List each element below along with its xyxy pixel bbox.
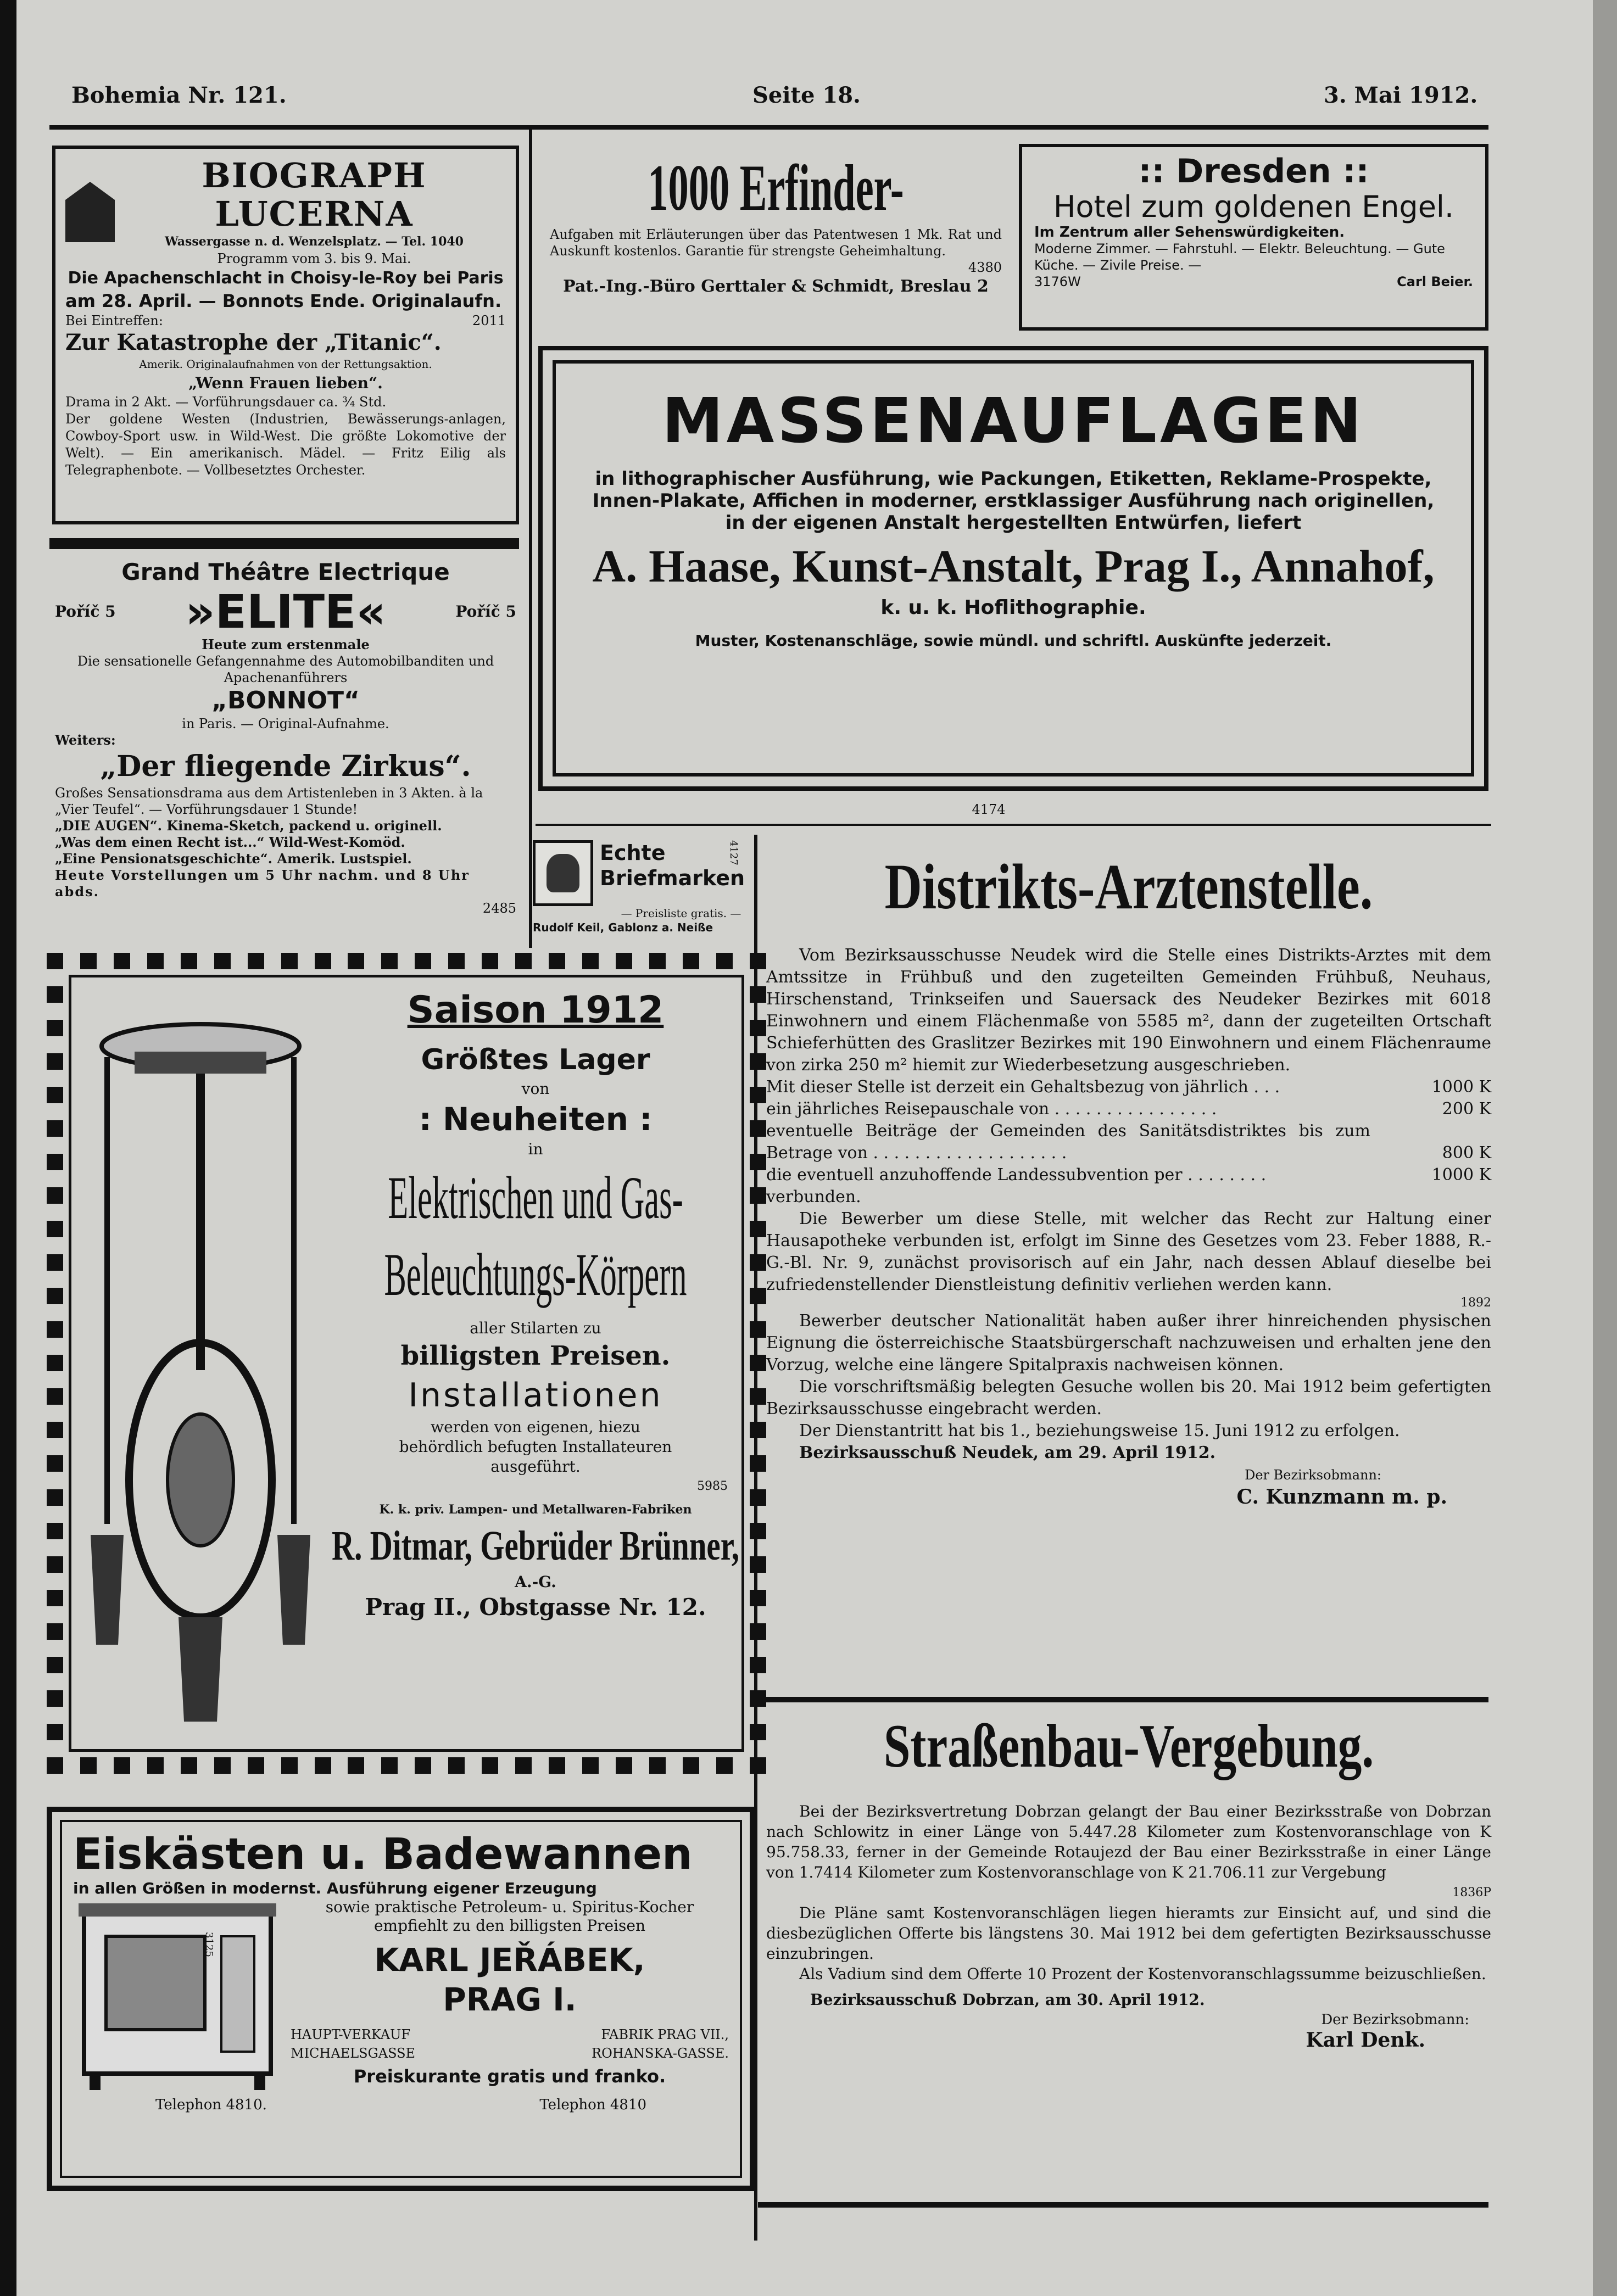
border-dot (750, 1489, 766, 1506)
eis-tel-right: Telephon 4810 (539, 2097, 646, 2113)
strasse-p1: Bei der Bezirksvertretung Dobrzan gelangt der Bau einer Bezirksstraße von Dobrzan nach Schlowitz in einer Länge von 5.447.28 Kilometer zum Kostenvoranschlage von K 95.758.33, ferner in der Gemeinde Rotaujezd der Bau einer Bezirksstraße in einer Länge von 1.7414 Kilometer zum Kostenvoranschlage von K 21.706.11 zur Vergebung (766, 1802, 1491, 1881)
lucerna-address: Wassergasse n. d. Wenzelsplatz. — Tel. 1040 (164, 234, 464, 249)
elite-line8: „Eine Pensionatsgeschichte“. Amerik. Lustspiel. (55, 851, 412, 867)
strasse-sig3: Karl Denk. (1306, 2029, 1425, 2052)
eis-name: KARL JEŘÁBEK, (374, 1941, 645, 1979)
border-dot (47, 1690, 63, 1707)
border-dot (750, 1254, 766, 1271)
border-dot (750, 1757, 766, 1774)
border-dot (181, 953, 197, 969)
strasse-title: Straßenbau-Vergebung. (883, 1712, 1374, 1780)
briefmarken-address: Rudolf Keil, Gablonz a. Neiße (533, 921, 713, 934)
massen-sub: k. u. k. Hoflithographie. (880, 596, 1146, 619)
arzt-p3: Bewerber deutscher Nationalität haben außer ihrer hinreichenden physischen Eignung die österreichische Staatsbürgerschaft nachzuweisen und erhalten jene den Vorzug, welche eine längere Spitalpraxis nachweisen können. (766, 1311, 1491, 1375)
elite-title1: Grand Théâtre Electrique (121, 558, 450, 585)
border-dot (281, 1757, 298, 1774)
arzt-p4: Die vorschriftsmäßig belegten Gesuche wollen bis 20. Mai 1912 beim gefertigten Bezirksausschusse eingebracht werden. (766, 1377, 1491, 1418)
border-dot (47, 1556, 63, 1573)
border-dot (348, 1757, 364, 1774)
border-dot (47, 1523, 63, 1539)
border-dot (47, 1254, 63, 1271)
border-dot (716, 1757, 733, 1774)
ad-massenauflagen (538, 346, 1488, 791)
dresden-line2: Moderne Zimmer. — Fahrstuhl. — Elektr. Beleuchtung. — Gute Küche. — Zivile Preise. — (1034, 241, 1445, 273)
elite-code: 2485 (482, 901, 516, 916)
arzt-title: Distrikts-Arztenstelle. (884, 851, 1373, 923)
border-dot (181, 1757, 197, 1774)
border-dot (750, 1455, 766, 1472)
ad-briefmarken (533, 840, 763, 945)
border-dot (649, 1757, 666, 1774)
lucerna-line4: Zur Katastrophe der „Titanic“. (65, 329, 442, 355)
border-dot (549, 953, 565, 969)
arzt-p1: Vom Bezirksausschusse Neudek wird die Stelle eines Distrikts-Arztes mit dem Amtssitze in Frühbuß und den zugeteilten Gemeinden Frühbuß, Neuhaus, Hirschenstand, Trinkseifen und Sauersack des Neudeker Bezirkes mit 6018 Einwohnern und einem Flächenmaße von 5585 m², dann der zugeteilten Ortschaft Schieferhütten des Graslitzer Bezirkes mit 190 Einwohnern und einem Flächenraume von zirka 250 m² hiemit zur Wiederbesetzung ausgeschrieben. (766, 946, 1491, 1075)
border-dot (683, 1757, 699, 1774)
eis-preis: Preiskurante gratis und franko. (353, 2066, 666, 2087)
page-edge-left (0, 0, 16, 2296)
border-dot (750, 1288, 766, 1304)
border-dot (114, 953, 130, 969)
border-dot (47, 1288, 63, 1304)
border-dot (47, 953, 63, 969)
border-dot (114, 1757, 130, 1774)
saison-lager: Größtes Lager (421, 1043, 650, 1076)
border-dot (750, 1087, 766, 1103)
arzt-code: 1892 (1460, 1296, 1491, 1310)
ad-eiskaesten (47, 1807, 755, 2191)
eis-code: 3125 (203, 1932, 215, 1957)
border-dot (515, 1757, 532, 1774)
border-dot (47, 1221, 63, 1237)
saison-big1: Elektrischen und Gas- (388, 1164, 683, 1231)
saison-in: in (528, 1140, 543, 1158)
arzt-r2: ein jährliches Reisepauschale von . . . . . . . . . . . . . . . . (766, 1099, 1217, 1119)
border-dot (47, 1087, 63, 1103)
strasse-code: 1836P (1452, 1886, 1491, 1900)
section-rule (758, 1697, 1488, 1702)
border-dot (47, 1422, 63, 1438)
border-dot (315, 1757, 331, 1774)
dot-border-left (47, 953, 63, 1774)
saison-preise: billigsten Preisen. (400, 1340, 671, 1371)
border-dot (80, 953, 97, 969)
dresden-title: :: Dresden :: (1138, 152, 1369, 191)
briefmarken-code: 4127 (728, 840, 739, 865)
border-dot (47, 1120, 63, 1137)
dresden-owner: Carl Beier. (1397, 274, 1473, 289)
arzt-sig2: Der Bezirksobmann: (1245, 1467, 1381, 1483)
saison-text (331, 986, 740, 1623)
saison-fabr: K. k. priv. Lampen- und Metallwaren-Fabriken (379, 1502, 692, 1517)
border-dot (147, 953, 164, 969)
arzt-v3: 800 K (1442, 1143, 1491, 1163)
border-dot (750, 1321, 766, 1338)
saison-firm: R. Ditmar, Gebrüder Brünner, (331, 1523, 740, 1569)
border-dot (381, 1757, 398, 1774)
strasse-p2: Die Pläne samt Kostenvoranschlägen liegen hieramts zur Einsicht auf, und sind die diesbezüglichen Offerte bis längstens 30. Mai 1912 bei dem gefertigten Bezirksausschusse einzubringen. (766, 1904, 1491, 1963)
saison-neuheiten: : Neuheiten : (419, 1100, 653, 1138)
border-dot (47, 1053, 63, 1070)
border-dot (47, 1020, 63, 1036)
page-header (66, 82, 1483, 121)
lucerna-line5: Amerik. Originalaufnahmen von der Rettungsaktion. (139, 357, 432, 371)
elite-line9: Heute Vorstellungen um 5 Uhr nachm. und 8 Uhr abds. (55, 867, 470, 900)
eis-left2: MICHAELSGASSE (291, 2046, 416, 2061)
border-dot (47, 1757, 63, 1774)
border-dot (47, 1355, 63, 1371)
border-dot (582, 1757, 599, 1774)
notice-strassenbau (766, 1708, 1491, 2202)
stamp-icon (533, 840, 593, 906)
saison-inst-body: werden von eigenen, hiezu behördlich befugten Installateuren ausgeführt. (399, 1418, 672, 1476)
border-dot (750, 986, 766, 1003)
chandelier-icon (80, 986, 321, 1744)
border-dot (381, 953, 398, 969)
lucerna-logo-icon (65, 182, 115, 242)
border-dot (47, 986, 63, 1003)
border-dot (47, 1623, 63, 1640)
border-dot (80, 1757, 97, 1774)
border-dot (482, 953, 498, 969)
dresden-code: 3176W (1034, 274, 1081, 289)
massen-title: MASSENAUFLAGEN (662, 386, 1365, 457)
elite-line5: Großes Sensationsdrama aus dem Artistenleben in 3 Akten. à la „Vier Teufel“. — Vorführungsdauer 1 Stunde! (55, 785, 483, 817)
saison-stil: aller Stilarten zu (470, 1319, 601, 1337)
ad-elite (49, 557, 522, 942)
eis-tel-left: Telephon 4810. (155, 2097, 267, 2113)
dot-border-bottom (47, 1757, 766, 1774)
massen-body: in lithographischer Ausführung, wie Packungen, Etiketten, Reklame-Prospekte, Innen-Plakate, Affichen in moderner, erstklassiger Ausführung nach originellen, in der eigenen Anstalt hergestellten Entwürfen, liefert (592, 468, 1435, 534)
header-issue: Bohemia Nr. 121. (71, 82, 287, 108)
border-dot (750, 1657, 766, 1673)
icebox-icon (73, 1898, 282, 2096)
border-dot (47, 1489, 63, 1506)
border-dot (750, 953, 766, 969)
massen-firm: A. Haase, Kunst-Anstalt, Prag I., Annahof, (592, 541, 1435, 592)
lucerna-line8: Der goldene Westen (Industrien, Bewässerungs-anlagen, Cowboy-Sport usw. in Wild-West. Die größte Lokomotive der Welt). — Ein amerikanisch. Mädel. — Fritz Eilig als Telegraphenbote. — Vollbesetztes Orchester. (65, 411, 506, 478)
border-dot (47, 1455, 63, 1472)
saison-von: von (521, 1080, 550, 1098)
border-dot (248, 953, 264, 969)
strasse-sig1: Bezirksausschuß Dobrzan, am 30. April 1912. (810, 1991, 1205, 2009)
border-dot (348, 953, 364, 969)
ad-erfinder (541, 143, 1011, 335)
border-dot (683, 953, 699, 969)
border-dot (448, 953, 465, 969)
arzt-verb: verbunden. (766, 1187, 861, 1206)
elite-line2: Die sensationelle Gefangennahme des Automobilbanditen und Apachenanführers (77, 653, 494, 685)
eis-left1: HAUPT-VERKAUF (291, 2027, 411, 2042)
erfinder-code: 4380 (968, 260, 1002, 275)
saison-code: 5985 (697, 1479, 728, 1493)
eis-line1: in allen Größen in modernst. Ausführung eigener Erzeugung (73, 1879, 597, 1897)
border-dot (147, 1757, 164, 1774)
elite-porici-right: Poříč 5 (455, 602, 516, 621)
border-dot (750, 1724, 766, 1740)
dot-border-right (750, 953, 766, 1774)
border-dot (750, 1120, 766, 1137)
border-dot (616, 1757, 632, 1774)
ad-dresden (1019, 144, 1488, 331)
border-dot (281, 953, 298, 969)
border-dot (582, 953, 599, 969)
column-divider (529, 130, 532, 948)
eis-right2: ROHANSKA-GASSE. (592, 2046, 729, 2061)
strasse-sig2: Der Bezirksobmann: (1321, 2012, 1469, 2028)
border-dot (214, 953, 231, 969)
section-rule (758, 2202, 1488, 2208)
header-rule (49, 125, 1488, 130)
erfinder-body: Aufgaben mit Erläuterungen über das Patentwesen 1 Mk. Rat und Auskunft kostenlos. Garantie für strengste Geheimhaltung. (550, 227, 1002, 259)
dresden-subtitle: Hotel zum goldenen Engel. (1053, 189, 1454, 224)
eis-right1: FABRIK PRAG VII., (601, 2027, 729, 2042)
elite-line6: „DIE AUGEN“. Kinema-Sketch, packend u. originell. (55, 818, 442, 834)
border-dot (47, 1187, 63, 1204)
border-dot (415, 1757, 431, 1774)
saison-big2: Beleuchtungs-Körpern (384, 1241, 687, 1308)
border-dot (616, 953, 632, 969)
saison-ag: A.-G. (515, 1573, 556, 1591)
elite-porici-left: Poříč 5 (55, 602, 116, 621)
massen-code: 4174 (972, 802, 1006, 817)
border-dot (750, 1355, 766, 1371)
border-dot (750, 1422, 766, 1438)
ad-lucerna (52, 146, 519, 524)
briefmarken-price: — Preisliste gratis. — (621, 907, 741, 920)
arzt-r1: Mit dieser Stelle ist derzeit ein Gehaltsbezug von jährlich . . . (766, 1077, 1280, 1097)
dresden-line1: Im Zentrum aller Sehenswürdigkeiten. (1034, 224, 1345, 241)
ad-saison (47, 953, 766, 1774)
border-dot (315, 953, 331, 969)
arzt-v2: 200 K (1442, 1099, 1491, 1119)
briefmarken-title: Echte Briefmarken (600, 841, 745, 890)
border-dot (750, 1388, 766, 1405)
border-dot (750, 1221, 766, 1237)
border-dot (750, 1590, 766, 1606)
lucerna-programm: Programm vom 3. bis 9. Mai. (217, 251, 411, 266)
border-dot (649, 953, 666, 969)
arzt-p2: Die Bewerber um diese Stelle, mit welcher das Recht zur Haltung einer Hausapotheke verbunden ist, erfolgt im Sinne des Gesetzes vom 23. Feber 1888, R.-G.-Bl. Nr. 9, zunächst provisorisch auf ein Jahr, nach dessen Ablauf dieselbe bei zufriedenstellender Dienstleistung definitiv verliehen werden kann. (766, 1209, 1491, 1294)
border-dot (448, 1757, 465, 1774)
border-dot (248, 1757, 264, 1774)
arzt-sig1: Bezirksausschuß Neudek, am 29. April 1912. (799, 1443, 1216, 1462)
ad-separator (49, 538, 519, 549)
page-edge-right (1593, 0, 1617, 2296)
elite-title2: »ELITE« (185, 585, 386, 639)
arzt-sig3: C. Kunzmann m. p. (1236, 1485, 1447, 1509)
border-dot (750, 1020, 766, 1036)
border-dot (415, 953, 431, 969)
dot-border-top (47, 953, 766, 969)
lucerna-line3: Bei Eintreffen: (65, 313, 163, 328)
lucerna-line2: am 28. April. — Bonnots Ende. Originalaufn. (65, 291, 502, 311)
elite-zirkus: „Der fliegende Zirkus“. (100, 750, 471, 783)
border-dot (47, 1154, 63, 1170)
saison-addr: Prag II., Obstgasse Nr. 12. (365, 1594, 706, 1621)
header-date: 3. Mai 1912. (1324, 82, 1478, 108)
border-dot (750, 1187, 766, 1204)
erfinder-footer: Pat.-Ing.-Büro Gerttaler & Schmidt, Breslau 2 (563, 277, 989, 296)
arzt-v4: 1000 K (1431, 1165, 1491, 1185)
elite-line1: Heute zum erstenmale (202, 636, 370, 652)
border-dot (47, 1388, 63, 1405)
border-dot (549, 1757, 565, 1774)
erfinder-title: 1000 Erfinder- (648, 151, 904, 224)
elite-bonnot: „BONNOT“ (211, 686, 360, 714)
arzt-r4: die eventuell anzuhoffende Landessubvention per . . . . . . . . (766, 1165, 1267, 1185)
arzt-r3: eventuelle Beiträge der Gemeinden des Sanitätsdistriktes bis zum Betrage von . . . . . . . . . . . . . . . . . . . (766, 1121, 1370, 1163)
border-dot (750, 1154, 766, 1170)
border-dot (47, 1590, 63, 1606)
lucerna-line1: Die Apachenschlacht in Choisy-le-Roy bei Paris (68, 269, 504, 288)
border-dot (716, 953, 733, 969)
lucerna-line6: „Wenn Frauen lieben“. (188, 374, 383, 392)
elite-line3: in Paris. — Original-Aufnahme. (182, 716, 389, 731)
arzt-p5: Der Dienstantritt hat bis 1., beziehungsweise 15. Juni 1912 zu erfolgen. (799, 1421, 1400, 1440)
strasse-p3: Als Vadium sind dem Offerte 10 Prozent der Kostenvoranschlagssumme beizuschließen. (799, 1965, 1486, 1983)
border-dot (750, 1623, 766, 1640)
header-page: Seite 18. (752, 82, 861, 108)
eis-city: PRAG I. (443, 1981, 577, 2018)
notice-arzt (766, 835, 1491, 1691)
border-dot (214, 1757, 231, 1774)
lucerna-title: BIOGRAPH LUCERNA (202, 155, 427, 234)
arzt-v1: 1000 K (1431, 1077, 1491, 1097)
border-dot (47, 1321, 63, 1338)
border-dot (750, 1053, 766, 1070)
border-dot (482, 1757, 498, 1774)
lucerna-code: 2011 (472, 313, 506, 328)
section-rule (536, 824, 1491, 826)
saison-inst: Installationen (408, 1376, 663, 1415)
border-dot (47, 1657, 63, 1673)
elite-line7: „Was dem einen Recht ist...“ Wild-West-Komöd. (55, 834, 405, 850)
lucerna-line7: Drama in 2 Akt. — Vorführungsdauer ca. ¾ Std. (65, 394, 387, 410)
eis-title: Eiskästen u. Badewannen (73, 1830, 693, 1879)
massen-footer: Muster, Kostenanschläge, sowie mündl. und schriftl. Auskünfte jederzeit. (695, 632, 1332, 650)
eis-line2: sowie praktische Petroleum- u. Spiritus-Kocher empfiehlt zu den billigsten Preisen (325, 1898, 694, 1935)
saison-title: Saison 1912 (407, 988, 664, 1032)
border-dot (515, 953, 532, 969)
elite-line4: Weiters: (55, 732, 116, 748)
border-dot (47, 1724, 63, 1740)
